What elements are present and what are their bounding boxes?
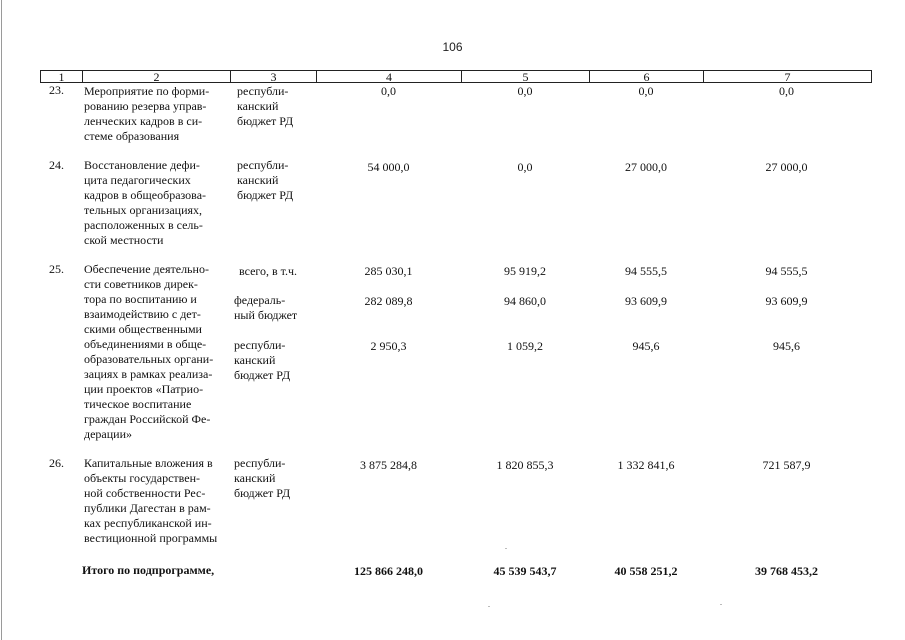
value-col-4: 2 950,3 (370, 339, 407, 353)
total-value-col-6: 40 558 251,2 (614, 564, 678, 578)
funding-source: всего, в т.ч. (239, 264, 298, 278)
value-col-6: 93 609,9 (625, 294, 667, 308)
activity-name: Восстановление дефи- цита педагогических кадров в общеобразова- тельных организациях, расположенных в сель- ской местности (84, 158, 207, 247)
scan-speck (720, 604, 722, 605)
value-col-7: 0,0 (779, 84, 794, 98)
scan-speck (505, 548, 507, 549)
value-col-5: 1 059,2 (507, 339, 543, 353)
value-col-4: 0,0 (381, 84, 396, 98)
funding-source: федераль- ный бюджет (234, 293, 298, 322)
value-col-5: 0,0 (517, 160, 533, 174)
row-number: 25. (49, 262, 64, 276)
value-col-7: 27 000,0 (765, 160, 808, 174)
header-col-6: 6 (590, 71, 704, 82)
value-col-5: 94 860,0 (504, 294, 546, 308)
header-col-2: 2 (83, 71, 231, 82)
total-label: Итого по подпрограмме, (82, 563, 215, 577)
total-value-col-7: 39 768 453,2 (755, 564, 818, 578)
funding-source: республи- канский бюджет РД (234, 338, 291, 382)
value-col-4: 54 000,0 (367, 160, 410, 174)
header-col-4: 4 (317, 71, 462, 82)
header-col-7: 7 (784, 70, 791, 84)
activity-name: Обеспечение деятельно- сти советников дирек- тора по воспитанию и взаимодействию с дет- скими общественными объединениями в обще- образовательных органи- зациях в рамках реализа- ции проектов «Патрио- тическое воспитание граждан Российской Фе- дерации» (84, 262, 214, 441)
value-col-5: 95 919,2 (504, 264, 546, 278)
page-number: 106 (442, 40, 463, 54)
funding-source: республи- канский бюджет РД (237, 84, 294, 128)
value-col-7: 721 587,9 (762, 458, 811, 472)
header-col-5: 5 (462, 71, 590, 82)
row-number: 23. (49, 83, 64, 97)
scan-speck (488, 606, 490, 607)
table-header-row (40, 70, 872, 83)
value-col-6: 945,6 (632, 339, 660, 353)
value-col-7: 945,6 (773, 339, 800, 353)
row-number: 26. (49, 456, 64, 470)
header-col-3: 3 (231, 71, 317, 82)
value-col-4: 282 089,8 (364, 294, 413, 308)
total-value-col-5: 45 539 543,7 (493, 564, 557, 578)
value-col-5: 0,0 (517, 84, 533, 98)
funding-source: республи- канский бюджет РД (237, 158, 294, 202)
value-col-6: 0,0 (638, 84, 654, 98)
value-col-6: 94 555,5 (625, 264, 667, 278)
value-col-6: 27 000,0 (625, 160, 667, 174)
row-number: 24. (49, 158, 64, 172)
value-col-7: 94 555,5 (765, 264, 808, 278)
value-col-7: 93 609,9 (765, 294, 808, 308)
funding-source: республи- канский бюджет РД (234, 456, 291, 500)
activity-name: Капитальные вложения в объекты государствен- ной собственности Рес- публики Дагестан в рам- ках республиканской ин- вестиционной программы (84, 456, 218, 545)
activity-name: Мероприятие по форми- рованию резерва управ- ленческих кадров в си- стеме образования (84, 84, 210, 143)
scan-edge (1, 0, 2, 640)
header-col-1: 1 (41, 71, 83, 82)
value-col-5: 1 820 855,3 (496, 458, 554, 472)
value-col-4: 285 030,1 (364, 264, 413, 278)
value-col-4: 3 875 284,8 (360, 458, 417, 472)
total-value-col-4: 125 866 248,0 (354, 564, 423, 578)
value-col-6: 1 332 841,6 (617, 458, 675, 472)
